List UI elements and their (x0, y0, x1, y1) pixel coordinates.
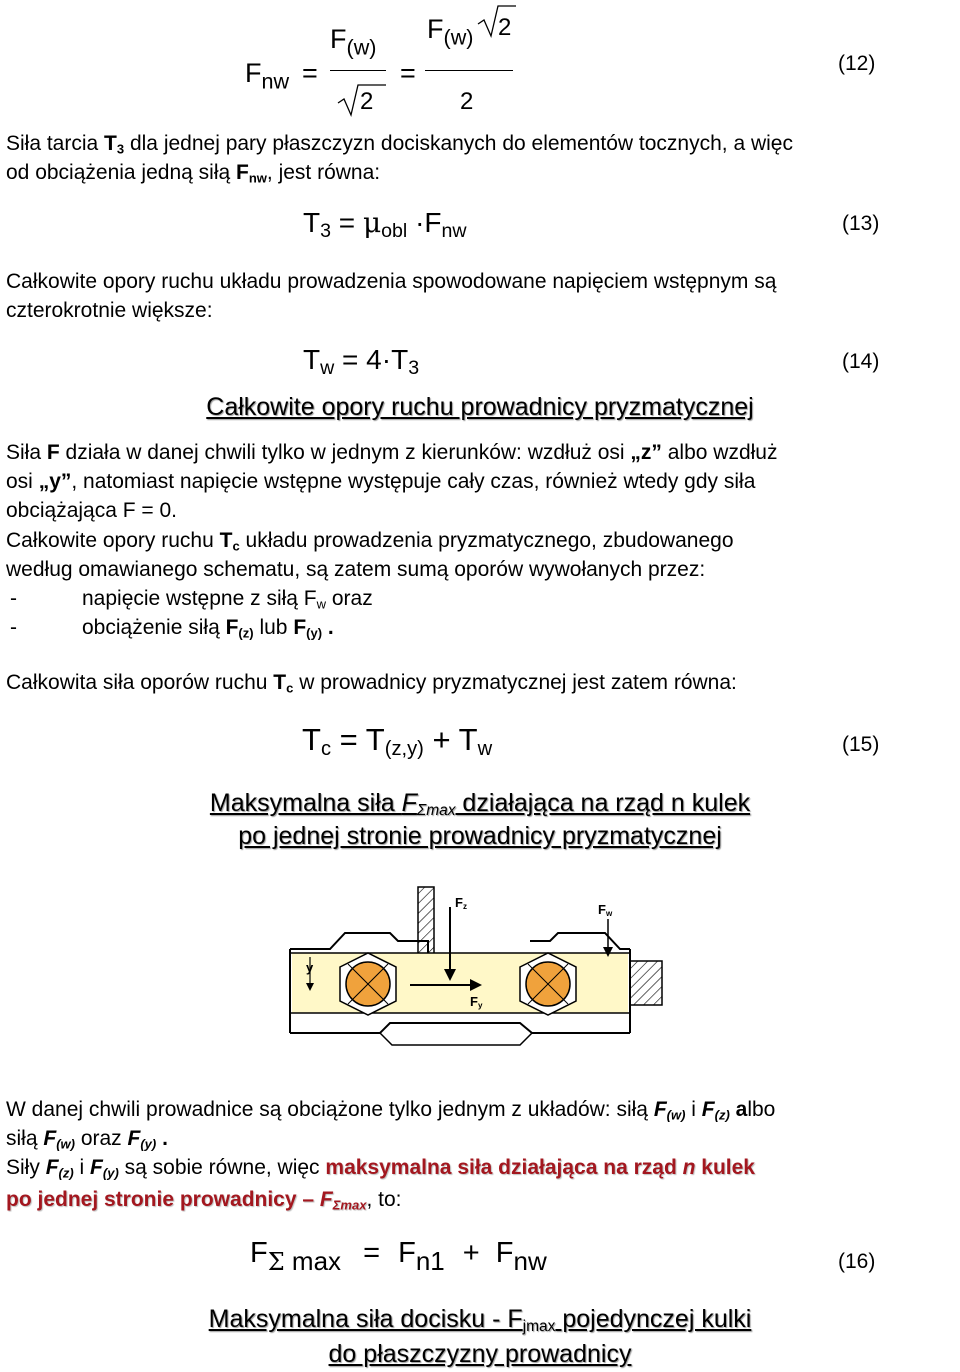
eq12-denominator-1: 2 (360, 88, 374, 115)
equation-13: $T_3 = \mu_{obl} \cdot F_{nw}$ (303, 206, 467, 242)
carriage-hatched (418, 887, 434, 957)
paragraph-friction-t3: Siła tarcia $T_3$ dla jednej pary płaszczyzn dociskanych do elementów tocznych, a więc od obciążenia jedną siłą $F_{nw}$, jest równa: (6, 132, 793, 186)
eq12-radicand: 2 (498, 14, 512, 41)
paragraph-total-force: Całkowita siła oporów ruchu $T_c$ w prowadnicy pryzmatycznej jest zatem równa: (6, 671, 737, 696)
paragraph-total-resistance-tc: Całkowite opory ruchu $T_c$ układu prowadzenia pryzmatycznego, zbudowanego według omawianego schematu, są zatem sumą oporów wywołanych przez: - napięcie wstępne z siłą $F_w$ oraz - obciążenie siłą $F_{(z)}$ lub $F_{(y)}$ . (6, 526, 954, 642)
equation-number-16: (16) (838, 1250, 876, 1273)
figure-label-fw: $F_w$ (598, 902, 613, 918)
eq12-equals-2: = (400, 58, 416, 88)
heading-max-force-row: Maksymalna siła $F_{\Sigma max}$ działająca na rząd n kulek po jednej stronie prowadnicy pryzmatycznej (209, 789, 751, 850)
equation-14: $T_w = 4\cdot T_3$ (303, 344, 420, 379)
paragraph-preload: Całkowite opory ruchu układu prowadzenia spowodowane napięciem wstępnym są czterokrotnie większe: (6, 270, 777, 322)
equation-12 (0, 0, 960, 125)
equation-number-15: (15) (842, 733, 880, 756)
figure-label-fz: $F_z$ (455, 895, 467, 911)
equation-number-13: (13) (842, 212, 880, 235)
list-item: - obciążenie siłą $F_{(z)}$ lub $F_{(y)}$ . (10, 616, 334, 641)
paragraph-force-direction: Siła F działa w danej chwili tylko w jednym z kierunków: wzdłuż osi „z” albo wzdłuż osi „y”, natomiast napięcie wstępne występuje cały czas, również wtedy gdy siła obciążająca F = 0. (6, 441, 778, 522)
paragraph-max-force-definition: Siły $F_{(z)}$ i $F_{(y)}$ są sobie równe, więc maksymalna siła działająca na rząd n kulek po jednej stronie prowadnicy – $F_{\Sigma max}$, to: (6, 1156, 755, 1213)
equation-16: $F_\Sigma$ max = Fn1 + Fnw (250, 1237, 547, 1276)
figure-label-y: y (306, 960, 314, 975)
paragraph-load-systems: W danej chwili prowadnice są obciążone tylko jednym z układów: siłą $F_{(w)}$ i $F_{(z)}$ albo siłą $F_{(w)}$ oraz $F_{(y)}$ . (6, 1098, 776, 1152)
eq12-numerator-2: $F_{(w)}$ (427, 14, 474, 50)
equation-number-12: (12) (838, 52, 876, 75)
heading-max-clamping-force: Maksymalna siła docisku - $F_{jmax}$ pojedynczej kulki do płaszczyzny prowadnicy (208, 1305, 752, 1368)
figure-label-fy: $F_y$ (470, 994, 483, 1010)
eq12-lhs: $F_{nw}$ (245, 58, 290, 94)
equation-15: $T_c = T_{(z,y)} + T_w$ (302, 722, 493, 761)
eq12-equals-1: = (302, 58, 318, 88)
list-item: - napięcie wstępne z siłą $F_w$ oraz (10, 587, 373, 612)
eq12-denominator-2: 2 (460, 88, 474, 115)
heading-total-resistance: Całkowite opory ruchu prowadnicy pryzmatycznej (206, 393, 754, 421)
eq12-numerator-1: $F_{(w)}$ (330, 24, 377, 60)
equation-number-14: (14) (842, 350, 880, 373)
eq12-fraction-line-1 (330, 70, 386, 71)
eq12-fraction-line-2 (425, 70, 513, 71)
